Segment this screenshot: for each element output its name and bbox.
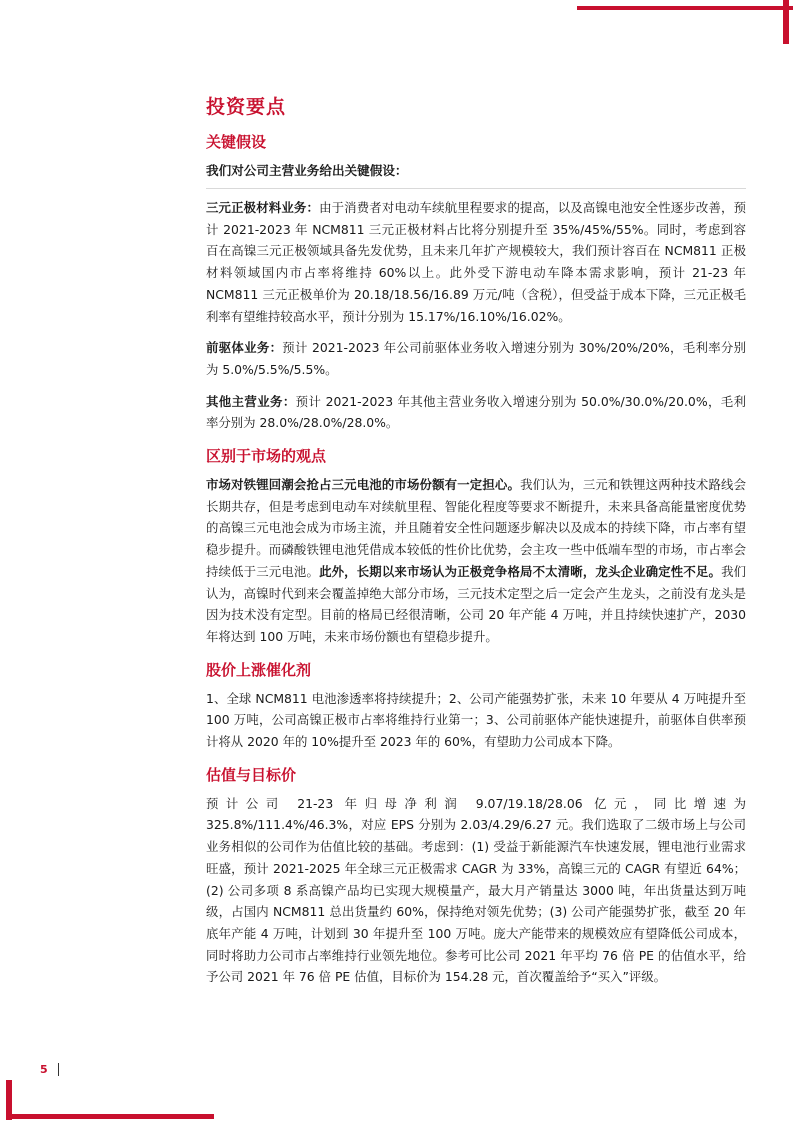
assumption-label: 前驱体业务： <box>206 340 283 356</box>
assumption-ternary-cathode <box>206 197 746 327</box>
section-heading-market-view: 区别于市场的观点 <box>206 447 327 466</box>
market-view-text-2: 我们认为，高镍时代到来会覆盖掉绝大部分市场，三元技术定型之后一定会产生龙头，之前没有龙头是因为技术没有定型。目前的格局已经很清晰，公司 20 年产能 4 万吨，并且持续快速扩产，2030 年将达到 100 万吨，未来市场份额也有望稳步提升。 <box>206 563 747 644</box>
key-assumptions-lead: 我们对公司主营业务给出关键假设： <box>206 163 408 178</box>
report-content <box>206 92 746 998</box>
page-title: 投资要点 <box>206 96 287 118</box>
divider <box>206 188 746 189</box>
market-view-text-1: 我们认为，三元和铁锂这两种技术路线会长期共存，但是考虑到电动车对续航里程、智能化程度等要求不断提升，未来具备高能量密度优势的高镍三元电池会成为市场主流，并且随着安全性问题逐步解决以及成本的持续下降，市占率有望稳步提升。而磷酸铁锂电池凭借成本较低的性价比优势，会主攻一些中低端车型的市场，市占率会持续低于三元电池。 <box>206 477 747 579</box>
market-view-bold-2: 此外，长期以来市场认为正极竞争格局不太清晰，龙头企业确定性不足。 <box>319 563 722 579</box>
section-heading-catalysts: 股价上涨催化剂 <box>206 660 312 679</box>
market-view-paragraph <box>206 474 746 648</box>
footer-separator <box>58 1063 59 1076</box>
valuation-paragraph: 预计公司 21-23 年归母净利润 9.07/19.18/28.06 亿元，同比增速为 325.8%/111.4%/46.3%，对应 EPS 分别为 2.03/4.29/6.27 元。我们选取了二级市场上与公司业务相似的公司作为估值比较的基础。考虑到：(1) 受益于新能源汽车快速发展，锂电池行业需求旺盛，预计 2021-2025 年全球三元正极需求 CAGR 为 33%，高镍三元的 CAGR 有望近 64%；(2) 公司多项 8 系高镍产品均已实现大规模量产，最大月产销量达 3000 吨，年出货量达到万吨级，占国内 NCM811 总出货量约 60%，保持绝对领先优势；(3) 公司产能强势扩张，截至 20 年底年产能 4 万吨，计划到 30 年提升至 100 万吨。庞大产能带来的规模效应有望降低公司成本，同时将助力公司市占率维持行业领先地位。参考可比公司 2021 年平均 76 倍 PE 的估值水平，给予公司 2021 年 76 倍 PE 估值，目标价为 154.28 元，首次覆盖给予“买入”评级。 <box>206 795 746 985</box>
assumption-label: 三元正极材料业务： <box>206 200 320 215</box>
catalysts-paragraph: 1、全球 NCM811 电池渗透率将持续提升；2、公司产能强势扩张，未来 10 年要从 4 万吨提升至 100 万吨，公司高镍正极市占率将维持行业第一；3、公司前驱体产能快速提升，前驱体自供率预计将从 2020 年的 10%提升至 2023 年的 60%，有望助力公司成本下降。 <box>206 690 746 750</box>
market-view-bold-1: 市场对铁锂回潮会抢占三元电池的市场份额有一定担心。 <box>206 477 521 493</box>
page-number: 5 <box>40 1063 48 1076</box>
assumption-precursor <box>206 337 746 380</box>
section-heading-key-assumptions: 关键假设 <box>206 133 267 151</box>
section-heading-valuation: 估值与目标价 <box>206 765 297 784</box>
top-right-corner-bar-vertical <box>783 0 789 44</box>
assumption-text: 由于消费者对电动车续航里程要求的提高，以及高镍电池安全性逐步改善，预计 2021-2023 年 NCM811 三元正极材料占比将分别提升至 35%/45%/55%。同时，考虑到容百在高镍三元正极领域具备先发优势，且未来几年扩产规模较大，我们预计容百在 NCM811 正极材料领域国内市占率将维持 60%以上。此外受下游电动车降本需求影响，预计 21-23 年 NCM811 三元正极单价为 20.18/18.56/16.89 万元/吨（含税），但受益于成本下降，三元正极毛利率有望维持较高水平，预计分别为 15.17%/16.10%/16.02%。 <box>206 200 747 324</box>
bottom-left-corner-bar <box>6 1114 214 1119</box>
assumption-other <box>206 391 746 434</box>
top-right-corner-bar <box>577 6 793 10</box>
assumption-text: 预计 2021-2023 年公司前驱体业务收入增速分别为 30%/20%/20%，毛利率分别为 5.0%/5.5%/5.5%。 <box>206 340 747 377</box>
assumption-text: 预计 2021-2023 年其他主营业务收入增速分别为 50.0%/30.0%/20.0%，毛利率分别为 28.0%/28.0%/28.0%。 <box>206 393 747 431</box>
assumption-label: 其他主营业务： <box>206 393 296 409</box>
